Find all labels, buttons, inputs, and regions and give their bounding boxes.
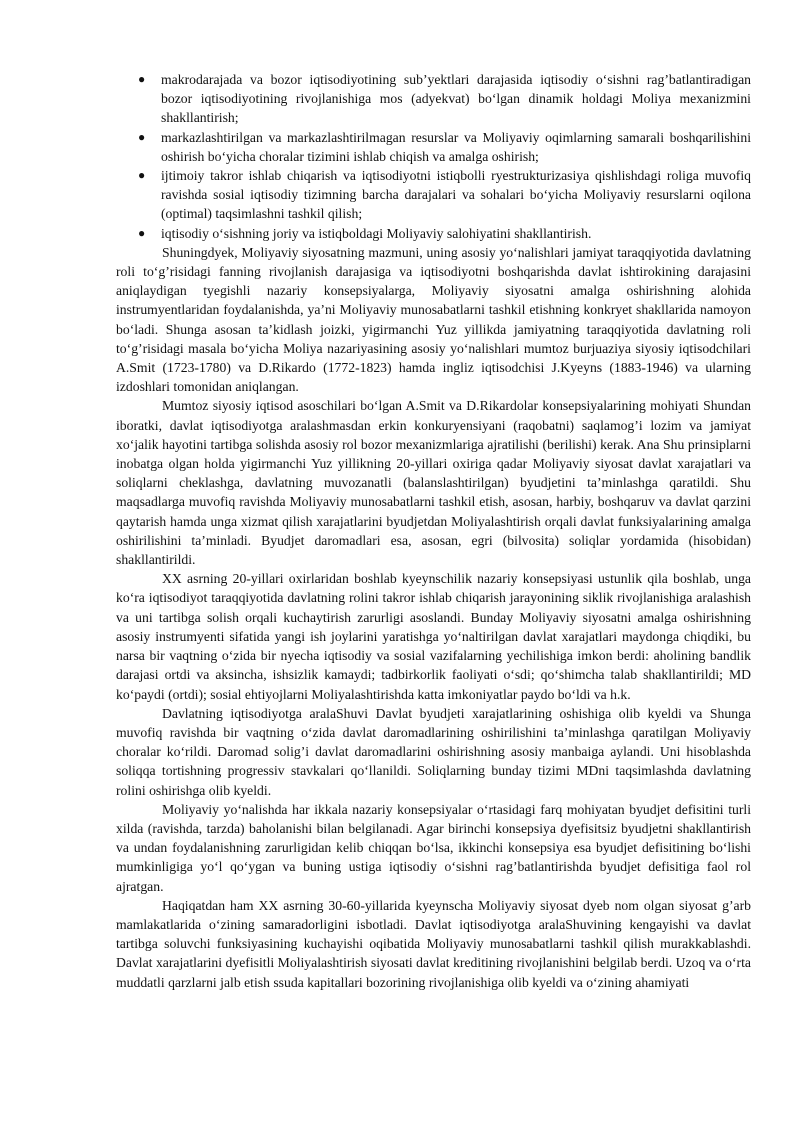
bullet-text: markazlashtirilgan va markazlashtirilmagan resurslar va Moliyaviy oqimlarning samarali boshqarilishini oshirish bo‘yicha choralar tizimini ishlab chiqish va amalga oshirish; bbox=[161, 129, 751, 164]
bullet-text: makrodarajada va bozor iqtisodiyotining sub’yektlari darajasida iqtisodiy o‘sishni rag’batlantiradigan bozor iqtisodiyotining rivojlanishiga mos (adyekvat) bo‘lgan dinamik holdagi Moliya mexanizmini shakllantirish; bbox=[161, 72, 751, 126]
list-item bbox=[116, 166, 751, 224]
bullet-text: ijtimoiy takror ishlab chiqarish va iqtisodiyotni istiqbolli ryestrukturizasiya qishlishdagi roliga muvofiq ravishda sosial iqtisodiy tizimning barcha darajalari va sohalari bo‘yicha Moliyaviy resurslarni oqilona (optimal) taqsimlashni tashkil qilish; bbox=[161, 168, 751, 222]
bullet-icon: ● bbox=[138, 168, 146, 183]
paragraph: XX asrning 20-yillari oxirlaridan boshlab kyeynschilik nazariy konsepsiyasi ustunlik qila boshlab, unga ko‘ra iqtisodiyot taraqqiyotida davlatning rolini takror ishlab chiqarish jarayonining siklik rivojlanishiga aralashish va uni tartibga solish orqali kuchaytirish zarurligi asoslandi. Bunday Moliyaviy siyosatni amalga oshirishning asosiy instrumyenti sifatida yangi ish joylarini yaratishga yo‘naltirilgan davlat xarajatlari maydonga chiqdiki, bu narsa bir vaqtning o‘zida bir nyecha iqtisodiy va sosial vazifalarning yechilishiga imkon berdi: aholining bandlik darajasi ortdi va aksincha, ishsizlik kamaydi; tadbirkorlik faoliyati o‘sdi; qo‘shimcha talab shakllantirildi; MD ko‘paydi (ortdi); sosial ehtiyojlarni Moliyalashtirishda katta imkoniyatlar paydo bo‘ldi va h.k. bbox=[116, 571, 751, 702]
paragraph: Haqiqatdan ham XX asrning 30-60-yillarida kyeynscha Moliyaviy siyosat dyeb nom olgan siyosat g’arb mamlakatlarida o‘zining samaradorligini isbotladi. Davlat iqtisodiyotga aralaShuvining kengayishi va davlat tartibga soluvchi funksiyasining kuchayishi oqibatida Moliyaviy munosabatlarni tashkil qilish murakkablashdi. Davlat xarajatlarini dyefisitli Moliyalashtirish siyosati davlat kreditining rivojlanishini belgilab berdi. Uzoq va o‘rta muddatli qarzlarni jalb etish ssuda kapitallari bozorining rivojlanishiga olib kyeldi va o‘zining ahamiyati bbox=[116, 897, 751, 990]
bullet-text: iqtisodiy o‘sishning joriy va istiqboldagi Moliyaviy salohiyatini shakllantirish. bbox=[161, 225, 592, 241]
bullet-list bbox=[116, 70, 751, 243]
document-page bbox=[116, 70, 751, 992]
paragraph: Shuningdyek, Moliyaviy siyosatning mazmuni, uning asosiy yo‘nalishlari jamiyat taraqqiyotida davlatning roli to‘g’risidagi fanning rivojlanish darajasiga va iqtisodiyotni boshqarishda davlat ishtirokining darajasini aniqlaydigan tyegishli nazariy konsepsiyalarga, Moliyaviy siyosatni amalga oshirishning alohida instrumyentlaridan foydalanishda, ya’ni Moliyaviy munosabatlarni tashkil etishning konkryet shakllarida namoyon bo‘ladi. Shunga asosan ta’kidlash joizki, yigirmanchi Yuz yillikda jamiyatning taraqqiyotida davlatning roli to‘g’risidagi masala bo‘yicha Moliya nazariyasining asosiy yo‘nalishlari mumtoz burjuaziya siyosiy iqtisodchilari A.Smit (1723-1780) va D.Rikardo (1772-1823) hamda ingliz iqtisodchisi J.Kyeyns (1883-1946) va ularning izdoshlari tomonidan aniqlangan. bbox=[116, 244, 751, 395]
paragraph: Mumtoz siyosiy iqtisod asoschilari bo‘lgan A.Smit va D.Rikardolar konsepsiyalarining mohiyati Shundan iboratki, davlat iqtisodiyotga aralashmasdan erkin konkuryensiyani (raqobatni) saqlamog’i lozim va jamiyat xo‘jalik hayotini tartibga solishda asosiy rol bozor mexanizmlariga ajratilishi (berilishi) kerak. Ana Shu prinsiplarni inobatga olgan holda yigirmanchi Yuz yillikning 20-yillari oxiriga qadar Moliyaviy siyosat davlat xarajatlari va soliqlarni cheklashga, davlatning muvozanatli (balanslashtirilgan) byudjetini ta’minlashga qaratildi. Shu maqsadlarga muvofiq ravishda Moliyaviy munosabatlarni tashkil etish, asosan, harbiy, boshqaruv va davlat qarzini qaytarish hamda unga xizmat qilish xarajatlarini byudjetdan Moliyalashtirish orqali davlat funksiyalarining amalga oshirilishini ta’minladi. Byudjet daromadlari esa, asosan, egri (bilvosita) soliqlar yordamida (hisobidan) shakllantirildi. bbox=[116, 398, 751, 568]
list-item bbox=[116, 70, 751, 128]
bullet-icon: ● bbox=[138, 225, 146, 240]
bullet-icon: ● bbox=[138, 72, 146, 86]
paragraph: Moliyaviy yo‘nalishda har ikkala nazariy konsepsiyalar o‘rtasidagi farq mohiyatan byudjet defisitini turli xilda (ravishda, tarzda) baholanishi bilan belgilanadi. Agar birinchi konsepsiya dyefisitsiz byudjetni shakllantirish va undan foydalanishning zarurligidan kelib chiqqan bo‘lsa, ikkinchi konsepsiya esa byudjet defisitining bo‘lishi mumkinligiga yo‘l qo‘ygan va buning ustiga iqtisodiy o‘sishni rag’batlantirishda byudjet defisitiga faol rol ajratgan. bbox=[116, 801, 751, 894]
bullet-icon: ● bbox=[138, 129, 146, 144]
list-item bbox=[116, 128, 751, 166]
paragraph: Davlatning iqtisodiyotga aralaShuvi Davlat byudjeti xarajatlarining oshishiga olib kyeldi va Shunga muvofiq ravishda bir vaqtning o‘zida davlat daromadlarining oshirilishini ta’minlashga qaratilgan Moliyaviy choralar ko‘rildi. Daromad solig’i davlat daromadlarini oshirishning asosiy manbaiga aylandi. Uni hisoblashda soliqqa tortishning progressiv stavkalari qo‘llanildi. Soliqlarning bunday tizimi MDni taqsimlashda davlatning rolini oshirishga olib kyeldi. bbox=[116, 705, 751, 798]
list-item bbox=[116, 224, 751, 243]
